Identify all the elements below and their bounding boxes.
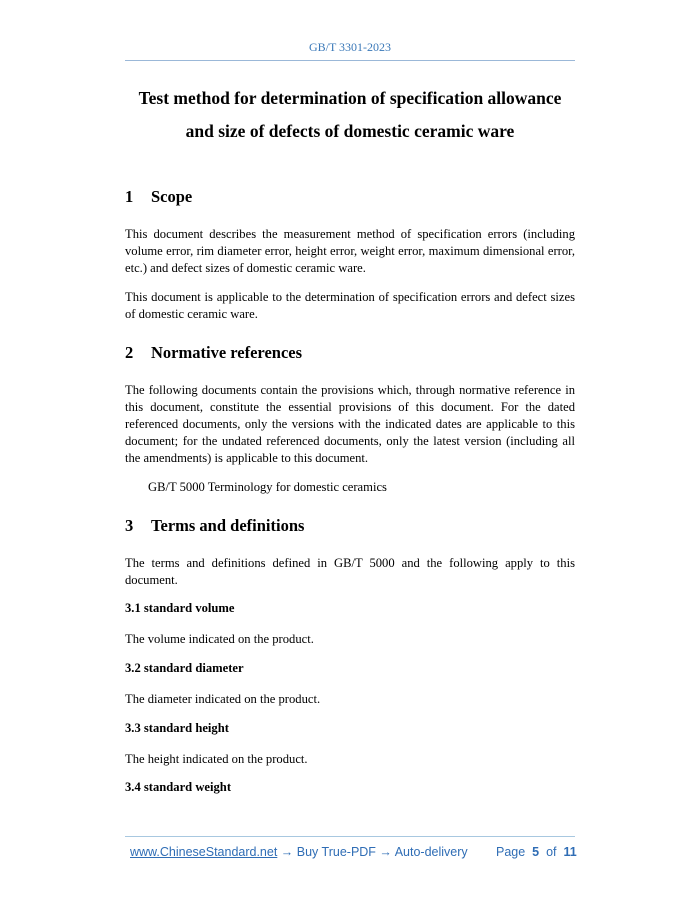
section-title: Scope xyxy=(151,187,193,206)
term-definition: The diameter indicated on the product. xyxy=(125,692,321,706)
header-divider xyxy=(125,60,575,61)
term-label: 3.1 standard volume xyxy=(125,601,235,615)
section-number: 3 xyxy=(125,516,134,535)
normative-reference-item: GB/T 5000 Terminology for domestic ceramics xyxy=(148,480,387,494)
page-label: Page xyxy=(496,845,526,859)
current-page: 5 xyxy=(532,845,540,859)
term-label: 3.2 standard diameter xyxy=(125,661,244,675)
document-title-line2: and size of defects of domestic ceramic ware xyxy=(185,121,515,141)
total-pages: 11 xyxy=(563,845,577,859)
footer-divider xyxy=(125,836,575,837)
footer-promo-text: → Buy True-PDF → Auto-delivery xyxy=(277,845,468,859)
section-title: Terms and definitions xyxy=(151,516,305,535)
chinesestandard-link[interactable]: www.ChineseStandard.net xyxy=(130,845,278,859)
page-indicator xyxy=(496,845,577,859)
term-label: 3.4 standard weight xyxy=(125,780,232,794)
of-label: of xyxy=(546,845,557,859)
document-title-line1: Test method for determination of specification allowance xyxy=(138,88,562,108)
section-heading-terms xyxy=(125,516,304,536)
section-number: 1 xyxy=(125,187,134,206)
section-number: 2 xyxy=(125,343,134,362)
header-standard-code: GB/T 3301-2023 xyxy=(308,40,392,54)
term-definition: The volume indicated on the product. xyxy=(125,632,314,646)
section-title: Normative references xyxy=(151,343,303,362)
normative-paragraph: The following documents contain the provisions which, through normative reference in this document, constitute the essential provisions of this document. For the dated referenced documents, only the versions with the indicated dates are applicable to this document; for the undated referenced documents, only the latest version (including all the amendments) is applicable to this document. xyxy=(125,383,575,465)
section-heading-scope xyxy=(125,187,192,207)
terms-paragraph: The terms and definitions defined in GB/T 5000 and the following apply to this document. xyxy=(125,556,575,587)
section-heading-normative-references xyxy=(125,343,302,363)
term-definition: The height indicated on the product. xyxy=(125,752,308,766)
footer-promo xyxy=(130,845,468,859)
term-label: 3.3 standard height xyxy=(125,721,229,735)
scope-paragraph-1: This document describes the measurement method of specification errors (including volume error, rim diameter error, height error, weight error, maximum dimensional error, etc.) and defect sizes of domestic ceramic ware. xyxy=(125,227,575,275)
scope-paragraph-2: This document is applicable to the determination of specification errors and defect sizes of domestic ceramic ware. xyxy=(125,290,575,321)
